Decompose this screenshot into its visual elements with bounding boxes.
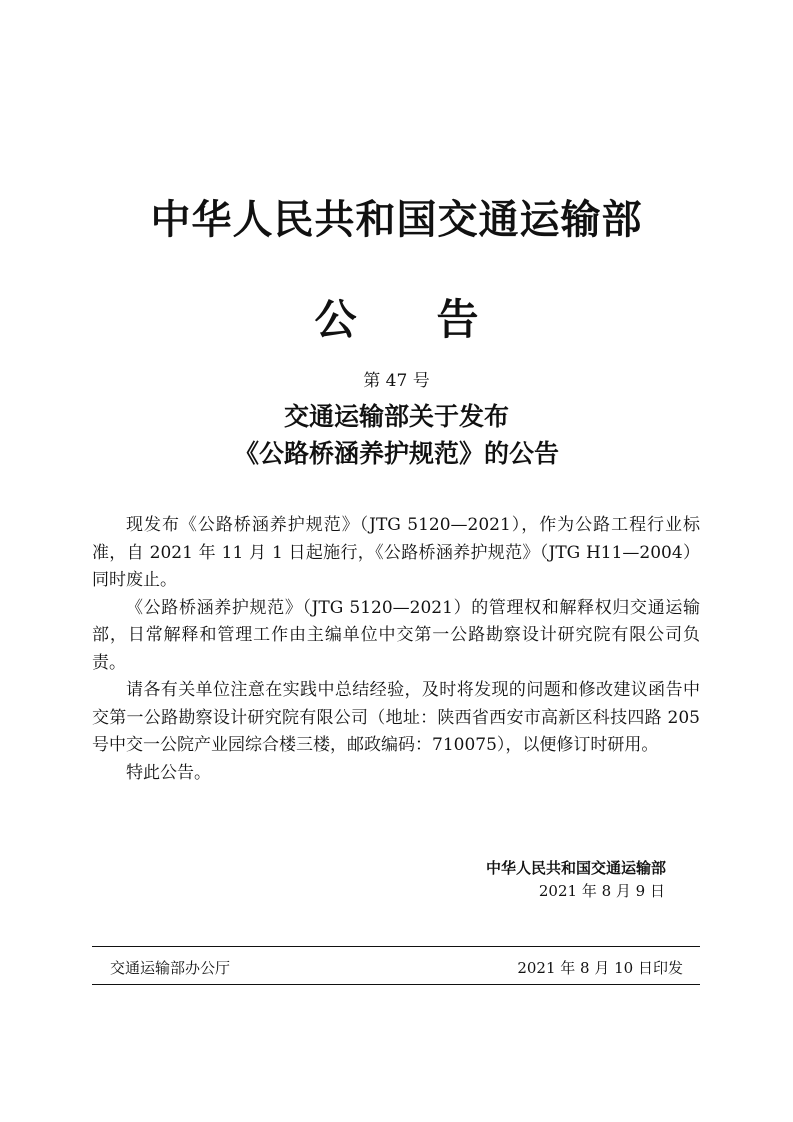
body-paragraph-4: 特此公告。: [126, 762, 211, 783]
body-paragraph-1: 现发布《公路桥涵养护规范》（JTG 5120—2021），作为公路工程行业标准，自 2021 年 11 月 1 日起施行，《公路桥涵养护规范》（JTG H11—2004）同时废止。: [92, 515, 700, 590]
announcement-subject: [0, 398, 793, 472]
announcement-body: [92, 512, 700, 787]
subject-line-2: 《公路桥涵养护规范》的公告: [233, 439, 559, 468]
footer-bottom-rule: [92, 984, 700, 985]
issue-date: 2021 年 8 月 9 日: [538, 882, 665, 900]
document-type-heading: 公告: [314, 295, 559, 344]
issuing-office: 交通运输部办公厅: [110, 959, 231, 977]
subject-line-1: 交通运输部关于发布: [283, 402, 509, 431]
body-paragraph-2: 《公路桥涵养护规范》（JTG 5120—2021）的管理权和解释权归交通运输部，日常解释和管理工作由主编单位中交第一公路勘察设计研究院有限公司负责。: [92, 597, 700, 673]
footer-top-rule: [92, 946, 700, 947]
document-number: 第 47 号: [363, 371, 430, 391]
print-date: 2021 年 8 月 10 日印发: [517, 959, 683, 977]
body-paragraph-3: 请各有关单位注意在实践中总结经验，及时将发现的问题和修改建议函告中交第一公路勘察设计研究院有限公司（地址：陕西省西安市高新区科技四路 205 号中交一公院产业园综合楼三楼，邮政编码：710075），以便修订时研用。: [92, 680, 700, 755]
issuer-signature: 中华人民共和国交通运输部: [485, 859, 666, 877]
organization-title: 中华人民共和国交通运输部: [150, 197, 643, 243]
